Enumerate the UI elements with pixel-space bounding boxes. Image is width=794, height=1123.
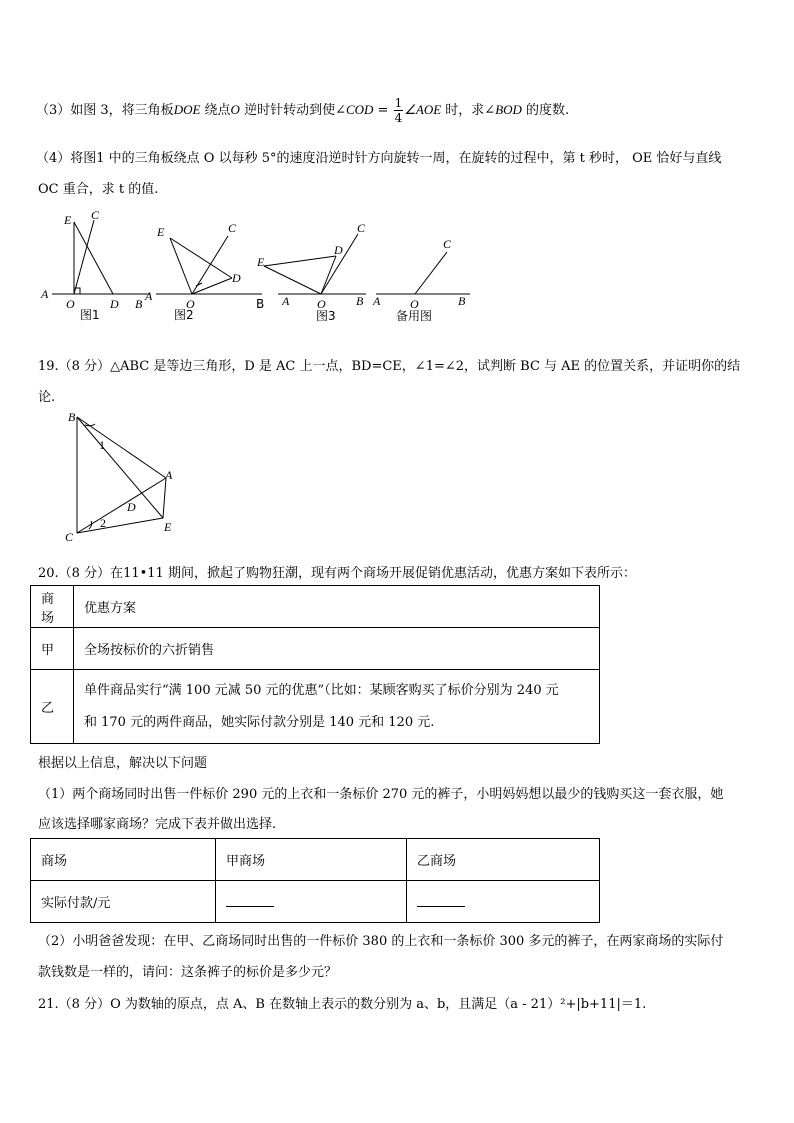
q21-line1: 21.（8 分）O 为数轴的原点，点 A、B 在数轴上表示的数分别为 a、b，且满足（a - 21）²+|b+11|＝1. <box>38 997 647 1012</box>
q19-label-b: B <box>68 410 76 424</box>
fig3-label-d: D <box>334 243 343 257</box>
fig1-label-e: E <box>64 213 72 227</box>
q19-line1: 19.（8 分）△ABC 是等边三角形，D 是 AC 上一点，BD=CE，∠1=∠2，试判断 BC 与 AE 的位置关系，并证明你的结 <box>38 359 741 374</box>
table-row <box>31 586 600 628</box>
fig2-caption: 图2 <box>174 308 194 322</box>
fig3-label-c: C <box>357 221 366 235</box>
table-cell: 乙商场 <box>407 839 600 881</box>
q20-p1-line1: （1）两个商场同时出售一件标价 290 元的上衣和一条标价 270 元的裤子，小明妈妈想以最少的钱购买这一套衣服，她 <box>38 787 724 802</box>
fig3-label-a: A <box>282 294 290 308</box>
promotion-table <box>30 585 600 744</box>
fig2-label-a: A <box>145 289 153 303</box>
fig2-label-c: C <box>228 221 237 235</box>
table-cell <box>74 670 600 744</box>
table-cell: 商场 <box>31 586 74 628</box>
q4-line2: OC 重合，求 t 的值. <box>38 182 159 197</box>
table-cell-line: 单件商品实行“满 100 元减 50 元的优惠”（比如：某顾客购买了标价分别为 240 元 <box>84 682 559 698</box>
fig3-caption: 图3 <box>316 309 336 323</box>
fig4-label-c: C <box>443 237 452 251</box>
q19-label-1: 1 <box>99 438 105 452</box>
q20-after-table: 根据以上信息，解决以下问题 <box>38 756 208 771</box>
fig4-label-a: A <box>373 294 381 308</box>
table-row <box>31 881 600 923</box>
fig2-label-o: O <box>186 297 195 311</box>
table-cell <box>216 881 407 923</box>
table-cell: 优惠方案 <box>74 586 600 628</box>
fig3-label-o: O <box>317 297 326 311</box>
table-cell: 全场按标价的六折销售 <box>74 628 600 670</box>
q19-figure <box>55 405 215 545</box>
figure-3 <box>264 234 366 294</box>
fig1-label-b: B <box>135 297 143 311</box>
q19-label-d: D <box>127 500 136 514</box>
table-cell: 甲商场 <box>216 839 407 881</box>
fig3-label-e: E <box>257 255 265 269</box>
fig3-label-b: B <box>356 294 364 308</box>
table-cell: 商场 <box>31 839 216 881</box>
fig4-label-o: O <box>410 297 419 311</box>
fig4-caption: 备用图 <box>396 309 433 323</box>
q20-intro: 20.（8 分）在11•11 期间，掀起了购物狂潮，现有两个商场开展促销优惠活动，优惠方案如下表所示： <box>38 566 636 581</box>
table-row <box>31 839 600 881</box>
fig2-label-d: D <box>232 271 241 285</box>
table-cell: 实际付款/元 <box>31 881 216 923</box>
figure-4 <box>376 252 470 294</box>
table-row <box>31 670 600 744</box>
fig1-label-d: D <box>110 297 119 311</box>
fig2-label-e: E <box>157 225 165 239</box>
fig1-caption: 图1 <box>80 308 100 322</box>
q19-label-2: 2 <box>100 516 106 530</box>
figures-row <box>0 208 794 328</box>
payment-table <box>30 838 600 923</box>
fraction-one-quarter: $\frac{1}{4}$ <box>394 96 403 125</box>
figure-1 <box>52 220 150 294</box>
table-cell-line: 和 170 元的两件商品，她实际付款分别是 140 元和 120 元. <box>84 714 435 730</box>
q20-p1-line2: 应该选择哪家商场？完成下表并做出选择. <box>38 817 277 832</box>
q19-label-c: C <box>65 530 74 544</box>
fig2-label-b: B <box>256 297 265 311</box>
figure-2 <box>156 236 262 294</box>
q3-text: （3）如图 3，将三角板DOE 绕点O 逆时针转动到使∠COD = $\frac{1}{4}$ ∠AOE 时，求∠BOD 的度数. <box>36 96 570 125</box>
q19-line2: 论. <box>38 390 56 405</box>
fig1-label-c: C <box>91 208 100 222</box>
table-cell: 甲 <box>31 628 74 670</box>
q19-label-a: A <box>165 468 173 482</box>
q20-p2-line2: 款钱数是一样的，请问：这条裤子的标价是多少元？ <box>38 965 338 980</box>
table-cell: 乙 <box>31 670 74 744</box>
fig1-label-a: A <box>41 287 49 301</box>
fig1-label-o: O <box>66 297 75 311</box>
q20-p2-line1: （2）小明爸爸发现：在甲、乙商场同时出售的一件标价 380 的上衣和一条标价 300 多元的裤子，在两家商场的实际付 <box>38 934 724 949</box>
table-row <box>31 628 600 670</box>
q4-line1: （4）将图1 中的三角板绕点 O 以每秒 5°的速度沿逆时针方向旋转一周，在旋转的过程中，第 t 秒时， OE 恰好与直线 <box>36 151 722 166</box>
fig4-label-b: B <box>458 294 466 308</box>
q19-label-e: E <box>164 520 172 534</box>
answer-blank-yi[interactable] <box>417 893 465 907</box>
answer-blank-jia[interactable] <box>226 893 274 907</box>
table-cell <box>407 881 600 923</box>
